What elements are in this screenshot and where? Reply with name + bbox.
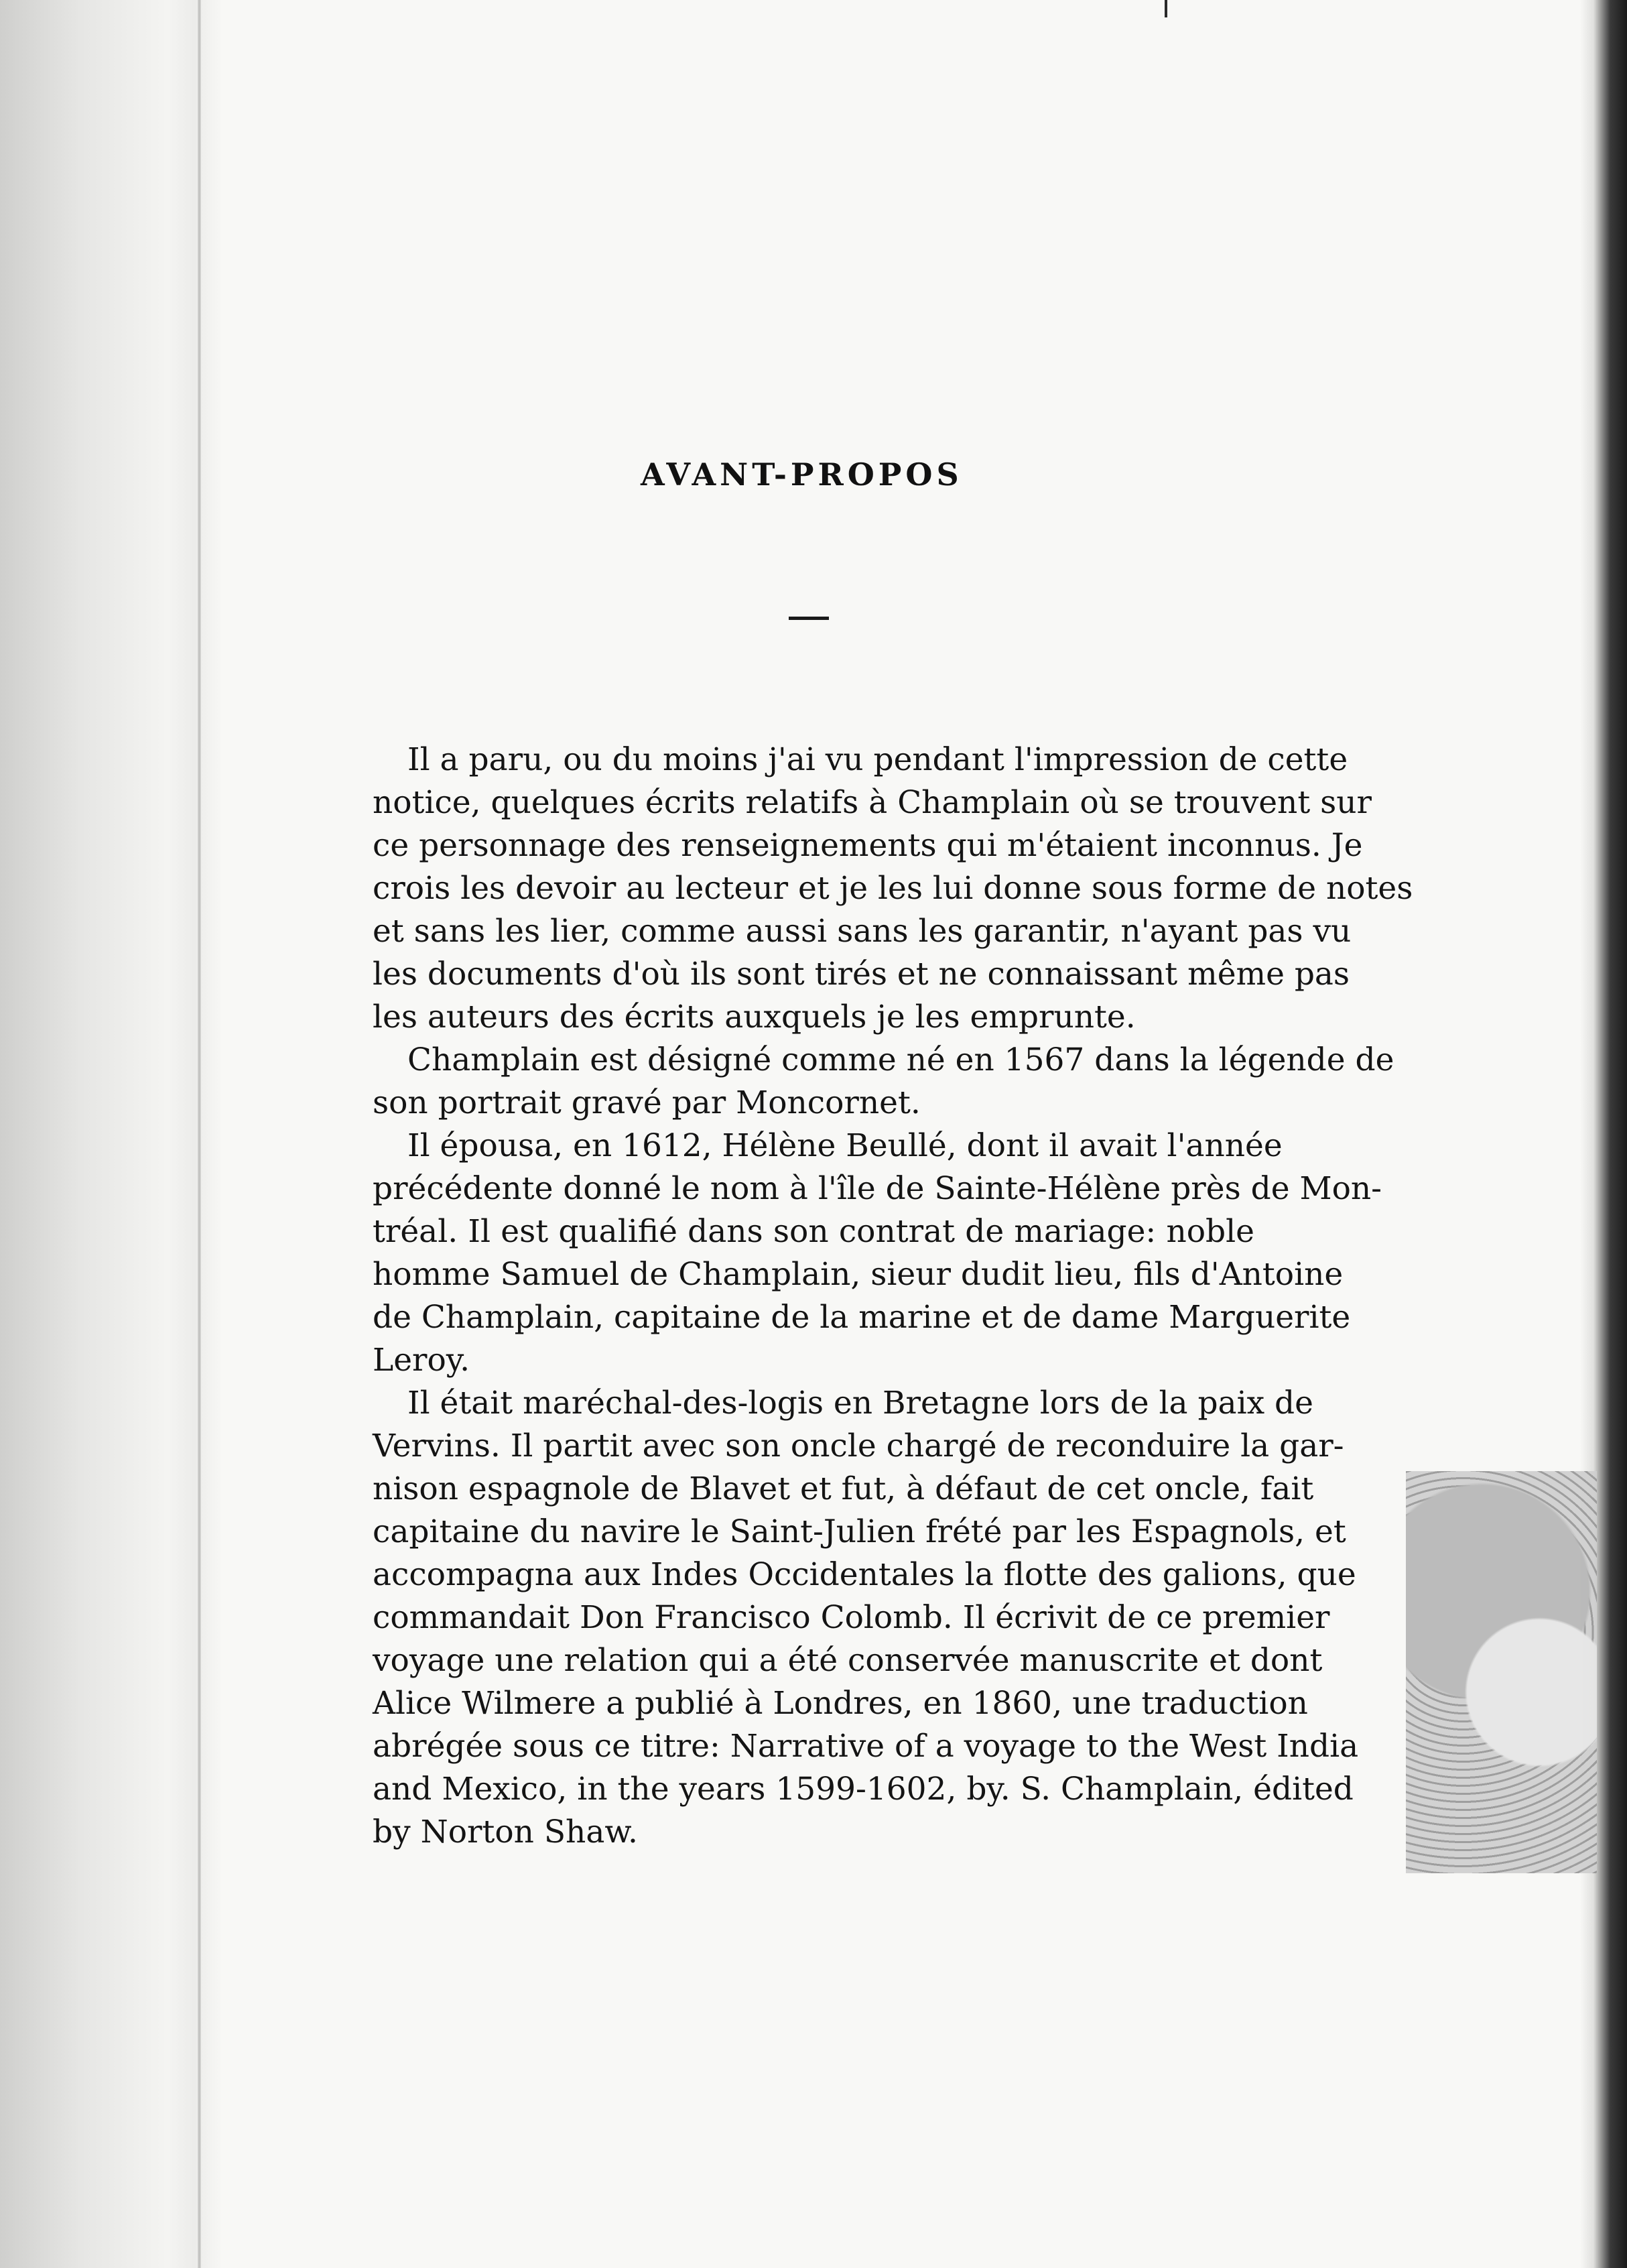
binding-gutter: [0, 0, 221, 2268]
scan-speck: [1165, 0, 1167, 17]
text-line: voyage une relation qui a été conservée manuscrite et dont: [373, 1642, 1323, 1679]
text-line: nison espagnole de Blavet et fut, à défaut de cet oncle, fait: [373, 1470, 1314, 1507]
text-line: tréal. Il est qualifié dans son contrat de mariage: noble: [373, 1213, 1254, 1250]
text-line: notice, quelques écrits relatifs à Champlain où se trouvent sur: [373, 784, 1372, 821]
text-line: homme Samuel de Champlain, sieur dudit lieu, fils d'Antoine: [373, 1256, 1344, 1293]
page-title: AVANT-PROPOS: [641, 456, 963, 493]
text-line: Il a paru, ou du moins j'ai vu pendant l'impression de cette: [407, 741, 1348, 778]
text-line: Il épousa, en 1612, Hélène Beullé, dont il avait l'année: [407, 1127, 1283, 1164]
text-line: accompagna aux Indes Occidentales la flotte des galions, que: [373, 1556, 1356, 1593]
text-line: de Champlain, capitaine de la marine et de dame Marguerite: [373, 1299, 1351, 1336]
text-line: crois les devoir au lecteur et je les lui donne sous forme de notes: [373, 870, 1413, 907]
text-line: Leroy.: [373, 1342, 470, 1379]
text-line: ce personnage des renseignements qui m'étaient inconnus. Je: [373, 827, 1363, 864]
text-line: Vervins. Il partit avec son oncle chargé de reconduire la gar-: [373, 1428, 1344, 1464]
text-line: Il était maréchal-des-logis en Bretagne lors de la paix de: [407, 1385, 1313, 1422]
paragraph-4: [373, 1382, 1359, 1854]
text-line: by Norton Shaw.: [373, 1814, 638, 1850]
paragraph-3: [373, 1125, 1382, 1382]
text-line: commandait Don Francisco Colomb. Il écrivit de ce premier: [373, 1599, 1330, 1636]
text-line: Alice Wilmere a publié à Londres, en 1860, une traduction: [373, 1685, 1308, 1722]
paragraph-2: [373, 1039, 1394, 1125]
text-line: abrégée sous ce titre: Narrative of a voyage to the West India: [373, 1728, 1359, 1765]
text-line: son portrait gravé par Moncornet.: [373, 1084, 921, 1121]
title-separator: [789, 617, 829, 620]
text-line: précédente donné le nom à l'île de Sainte-Hélène près de Mon-: [373, 1170, 1382, 1207]
text-line: and Mexico, in the years 1599-1602, by. S. Champlain, édited: [373, 1771, 1354, 1808]
binding-fold-line: [198, 0, 201, 2268]
text-line: capitaine du navire le Saint-Julien frété par les Espagnols, et: [373, 1513, 1346, 1550]
scan-stain: [1406, 1471, 1597, 1873]
text-line: et sans les lier, comme aussi sans les garantir, n'ayant pas vu: [373, 913, 1352, 950]
paragraph-1: [373, 739, 1413, 1039]
text-line: les auteurs des écrits auxquels je les emprunte.: [373, 999, 1136, 1035]
page-right-edge: [1580, 0, 1627, 2268]
text-line: Champlain est désigné comme né en 1567 dans la légende de: [407, 1042, 1394, 1078]
text-line: les documents d'où ils sont tirés et ne connaissant même pas: [373, 956, 1350, 993]
